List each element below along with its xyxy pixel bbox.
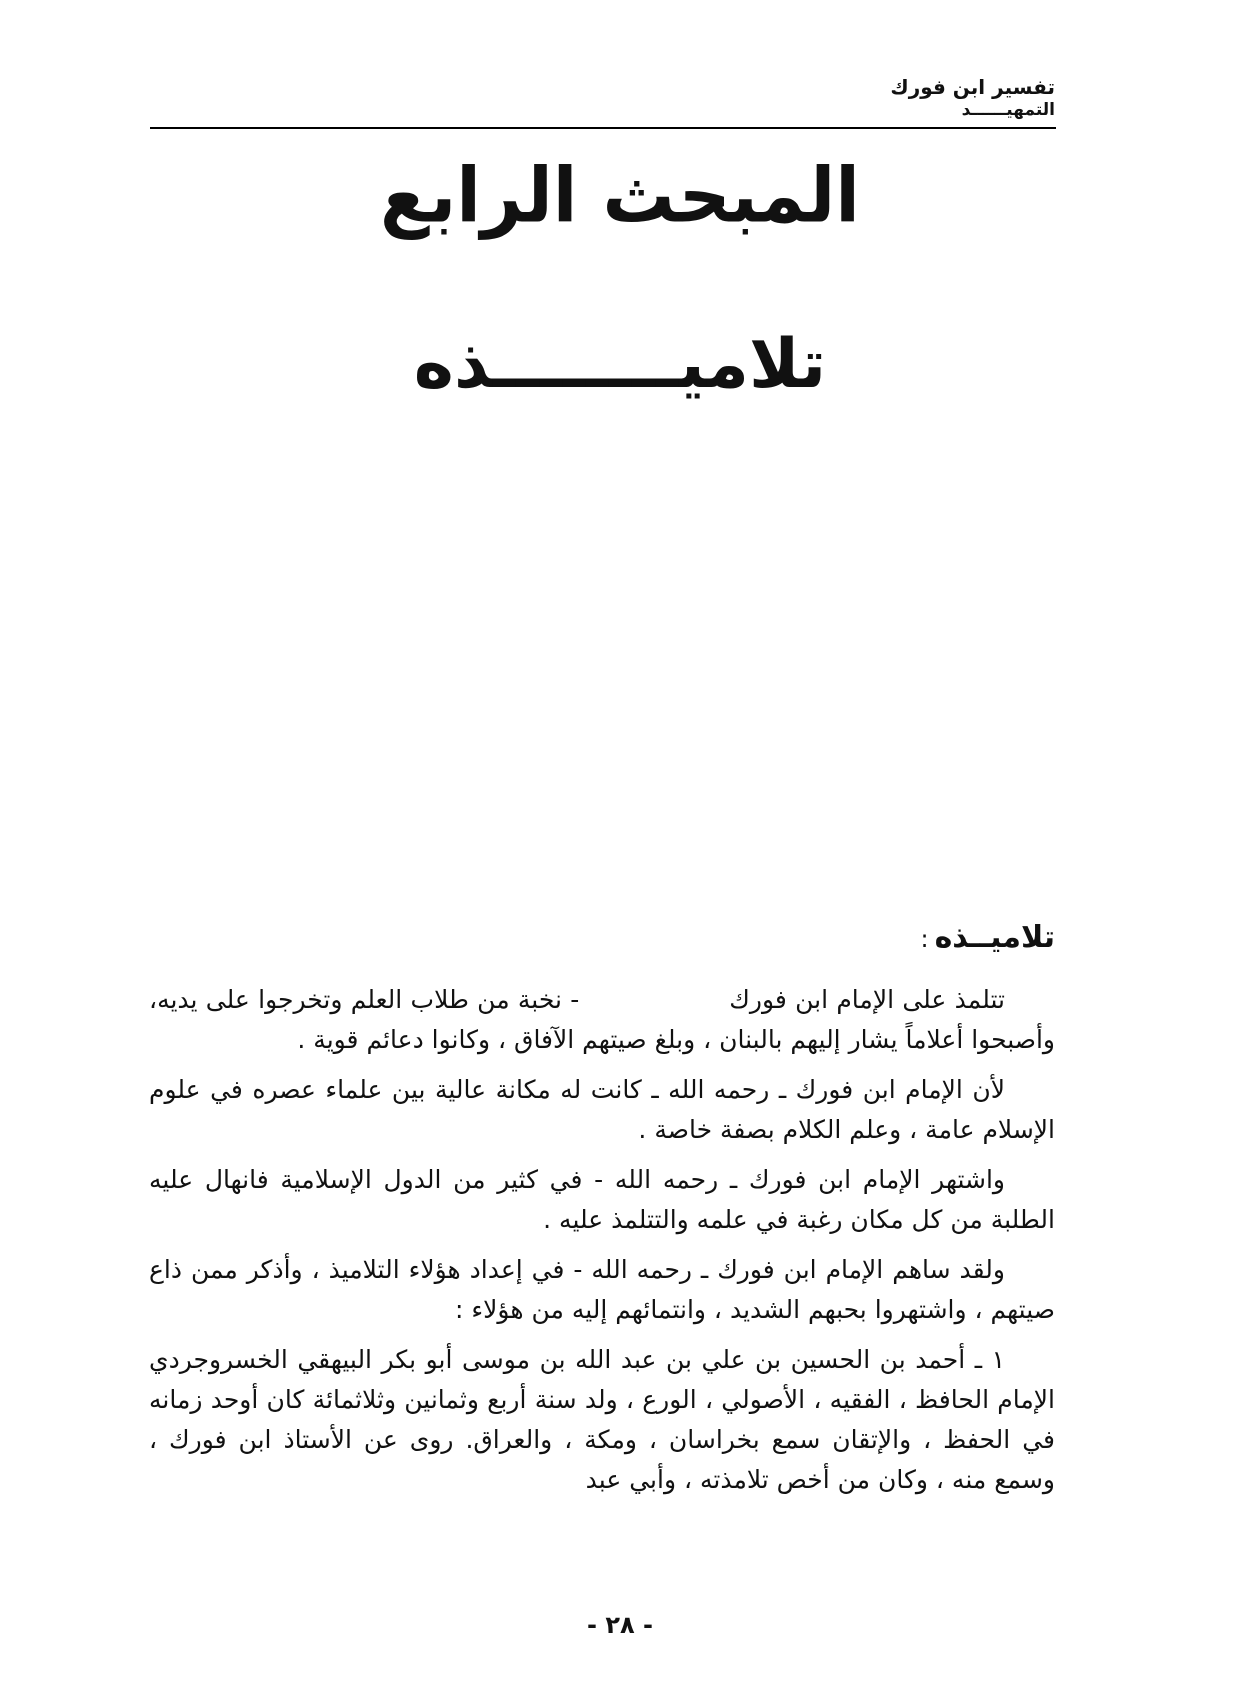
header-book-title: تفسير ابن فورك [890,75,1055,99]
chapter-title-heading: تلاميــــــــذه [413,325,827,404]
section-label [655,918,1055,959]
paragraph-1 [149,980,1055,1060]
chapter-number-heading: المبحث الرابع [380,150,860,240]
paragraph-2: لأن الإمام ابن فورك ـ رحمه الله ـ كانت له مكانة عالية بين علماء عصره في علوم الإسلام عامة ، وعلم الكلام بصفة خاصة . [149,1075,1055,1144]
header-divider [150,127,1056,129]
header-section-name: التمهيــــــد [961,100,1055,120]
section-label-text: تلاميــذه [934,920,1055,955]
paragraph-1-part2: - نخبة من طلاب العلم وتخرجوا على يديه، وأصبحوا أعلاماً يشار إليهم بالبنان ، وبلغ صيتهم الآفاق ، وكانوا دعائم قوية . [149,985,1055,1054]
paragraph-1-part1: تتلمذ على الإمام ابن فورك [729,985,1005,1014]
paragraph-4: ولقد ساهم الإمام ابن فورك ـ رحمه الله - في إعداد هؤلاء التلاميذ ، وأذكر ممن ذاع صيتهم ، واشتهروا بحبهم الشديد ، وانتمائهم إليه من هؤلاء : [149,1255,1055,1324]
paragraph-3: واشتهر الإمام ابن فورك ـ رحمه الله - في كثير من الدول الإسلامية فانهال عليه الطلبة من كل مكان رغبة في علمه والتتلمذ عليه . [149,1165,1055,1234]
running-header [555,74,1055,120]
page-number: - ٢٨ - [587,1611,653,1639]
body-text [149,980,1055,1500]
paragraph-5: ١ ـ أحمد بن الحسين بن علي بن عبد الله بن موسى أبو بكر البيهقي الخسروجردي الإمام الحافظ ، الفقيه ، الأصولي ، الورع ، ولد سنة أربع وثمانين وثلاثمائة كان أوحد زمانه في الحفظ ، والإتقان سمع بخراسان ، ومكة ، والعراق. روى عن الأستاذ ابن فورك ، وسمع منه ، وكان من أخص تلامذته ، وأبي عبد [149,1345,1055,1494]
section-label-colon: : [920,925,929,953]
